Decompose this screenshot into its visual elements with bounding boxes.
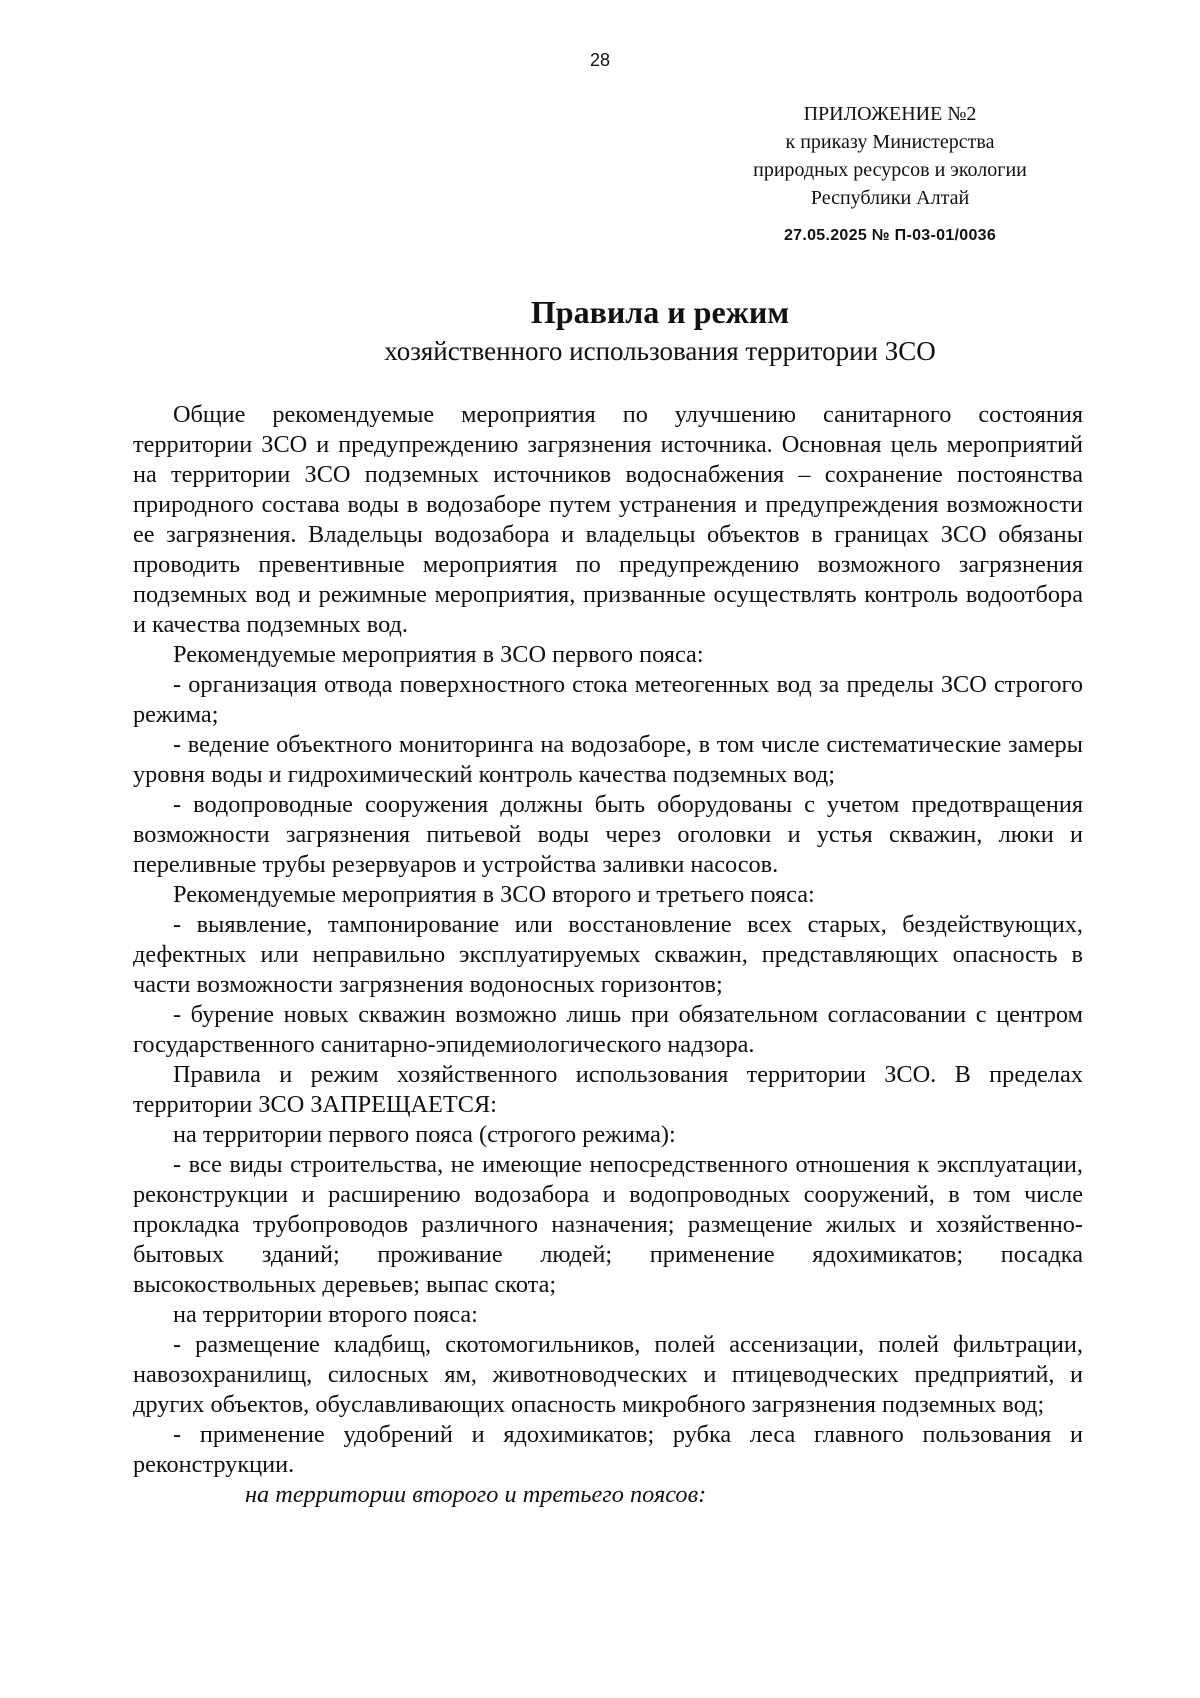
paragraph: на территории второго пояса: [173,1301,478,1328]
paragraph: - применение удобрений и ядохимикатов; рубка леса главного пользования и реконструкции. [133,1421,1083,1478]
appendix-line: к приказу Министерства [785,131,995,153]
paragraph: Общие рекомендуемые мероприятия по улучшению санитарного состояния территории ЗСО и предупреждению загрязнения источника. Основная цель мероприятий на территории ЗСО подземных источников водоснабжения – сохранение постоянства природного состава воды в водозаборе путем устранения и предупреждения возможности ее загрязнения. Владельцы водозабора и владельцы объектов в границах ЗСО обязаны проводить превентивные мероприятия по предупреждению возможного загрязнения подземных вод и режимные мероприятия, призванные осуществлять контроль водоотбора и качества подземных вод. [133,401,1083,638]
paragraph: - организация отвода поверхностного стока метеогенных вод за пределы ЗСО строгого режима; [133,671,1083,728]
document-body [133,400,1083,1510]
paragraph: - все виды строительства, не имеющие непосредственного отношения к эксплуатации, реконструкции и расширению водозабора и водопроводных сооружений, в том числе прокладка трубопроводов различного назначения; размещение жилых и хозяйственно-бытовых зданий; проживание людей; применение ядохимикатов; посадка высокоствольных деревьев; выпас скота; [133,1151,1083,1298]
order-number: 27.05.2025 № П-03-01/0036 [783,227,997,244]
appendix-line: Республики Алтай [810,187,970,209]
paragraph: - бурение новых скважин возможно лишь при обязательном согласовании с центром государственного санитарно-эпидемиологического надзора. [133,1001,1083,1058]
paragraph: Рекомендуемые мероприятия в ЗСО второго и третьего пояса: [173,881,815,908]
appendix-line: природных ресурсов и экологии [753,159,1027,181]
title-sub: хозяйственного использования территории ЗСО [384,336,936,366]
document-title [0,292,1200,370]
paragraph: - размещение кладбищ, скотомогильников, полей ассенизации, полей фильтрации, навозохранилищ, силосных ям, животноводческих и птицеводческих предприятий, и других объектов, обуславливающих опасность микробного загрязнения подземных вод; [133,1331,1083,1418]
appendix-title: ПРИЛОЖЕНИЕ №2 [803,103,977,125]
paragraph: - водопроводные сооружения должны быть оборудованы с учетом предотвращения возможности загрязнения питьевой воды через оголовки и устья скважин, люки и переливные трубы резервуаров и устройства заливки насосов. [133,791,1083,878]
appendix-header [720,100,1060,250]
paragraph: - выявление, тампонирование или восстановление всех старых, бездействующих, дефектных или неправильно эксплуатируемых скважин, представляющих опасность в части возможности загрязнения водоносных горизонтов; [133,911,1083,998]
paragraph: Правила и режим хозяйственного использования территории ЗСО. В пределах территории ЗСО ЗАПРЕЩАЕТСЯ: [133,1061,1083,1118]
italic-subheading: на территории второго и третьего поясов: [245,1481,707,1508]
title-main: Правила и режим [530,294,790,330]
paragraph: - ведение объектного мониторинга на водозаборе, в том числе систематические замеры уровня воды и гидрохимический контроль качества подземных вод; [133,731,1083,788]
paragraph: на территории первого пояса (строгого режима): [173,1121,676,1148]
paragraph: Рекомендуемые мероприятия в ЗСО первого пояса: [173,641,704,668]
page-number: 28 [589,50,611,70]
